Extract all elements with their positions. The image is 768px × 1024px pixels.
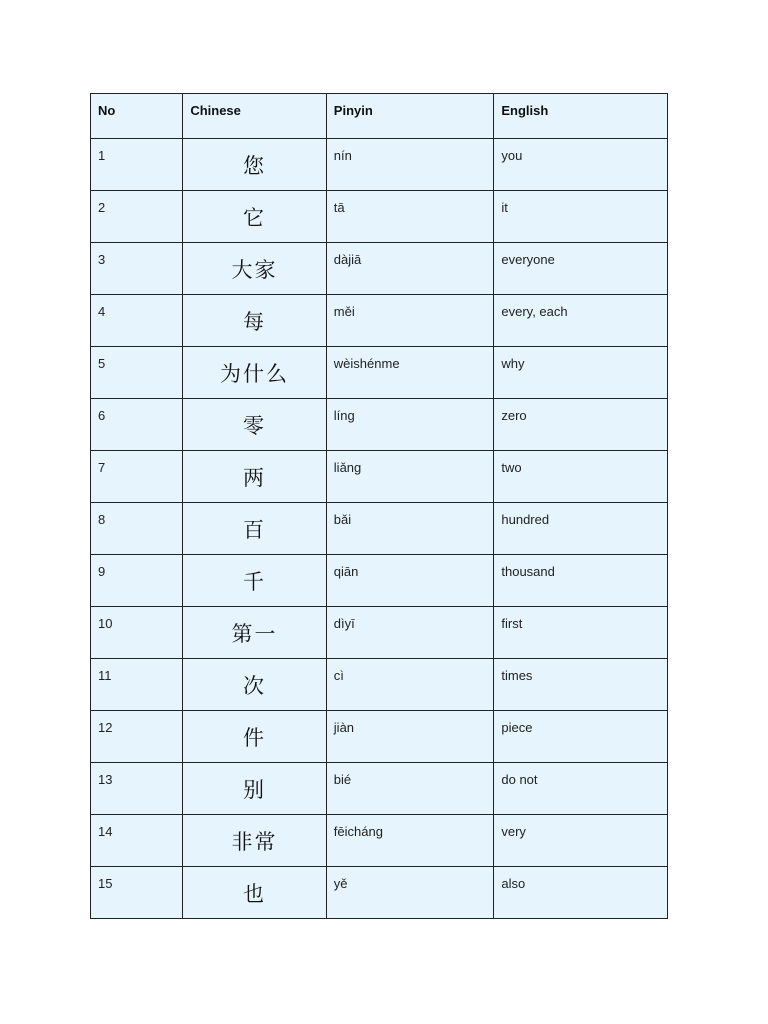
table-row (91, 555, 668, 607)
cell-no-text: 14 (98, 824, 113, 839)
cell-english-text: piece (501, 720, 533, 735)
cell-english (494, 399, 668, 451)
cell-chinese: 第一 (183, 607, 326, 659)
cell-no (91, 399, 183, 451)
cell-chinese: 百 (183, 503, 326, 555)
cell-chinese: 非常 (183, 815, 326, 867)
table-row (91, 295, 668, 347)
cell-no-text: 11 (98, 668, 112, 683)
table-header (91, 94, 668, 139)
cell-english (494, 243, 668, 295)
cell-chinese: 千 (183, 555, 326, 607)
cell-no (91, 867, 183, 919)
table-row (91, 139, 668, 191)
cell-no-text: 8 (98, 512, 106, 527)
header-chinese: Chinese (183, 94, 326, 139)
cell-no (91, 763, 183, 815)
header-pinyin: Pinyin (326, 94, 494, 139)
cell-pinyin-text: fēicháng (333, 824, 383, 839)
cell-english (494, 867, 668, 919)
cell-no-text: 5 (98, 356, 106, 371)
cell-no-text: 13 (98, 772, 113, 787)
cell-english (494, 139, 668, 191)
cell-pinyin-text: qiān (333, 564, 359, 579)
table-row (91, 711, 668, 763)
cell-no (91, 347, 183, 399)
cell-pinyin (326, 295, 494, 347)
cell-no (91, 659, 183, 711)
table-row (91, 607, 668, 659)
cell-english-text: also (501, 876, 526, 891)
cell-pinyin (326, 451, 494, 503)
cell-pinyin (326, 243, 494, 295)
cell-no (91, 139, 183, 191)
cell-no (91, 451, 183, 503)
cell-english-text: do not (501, 772, 538, 787)
cell-pinyin-text: dàjiā (333, 252, 362, 267)
cell-no-text: 9 (98, 564, 106, 579)
table-row (91, 659, 668, 711)
cell-english-text: every, each (501, 304, 568, 319)
cell-english (494, 607, 668, 659)
cell-chinese: 件 (183, 711, 326, 763)
cell-chinese: 两 (183, 451, 326, 503)
cell-no (91, 503, 183, 555)
header-no: No (91, 94, 183, 139)
cell-english (494, 815, 668, 867)
cell-pinyin (326, 399, 494, 451)
cell-chinese: 它 (183, 191, 326, 243)
cell-chinese: 也 (183, 867, 326, 919)
cell-no (91, 607, 183, 659)
cell-no-text: 15 (98, 876, 113, 891)
cell-english-text: first (501, 616, 523, 631)
table-row (91, 763, 668, 815)
cell-pinyin-text: liǎng (333, 460, 362, 475)
cell-chinese: 大家 (183, 243, 326, 295)
cell-no-text: 6 (98, 408, 106, 423)
cell-pinyin (326, 139, 494, 191)
cell-no-text: 4 (98, 304, 106, 319)
cell-english-text: thousand (501, 564, 555, 579)
cell-pinyin-text: jiàn (333, 720, 355, 735)
cell-no-text: 10 (98, 616, 113, 631)
cell-chinese: 每 (183, 295, 326, 347)
cell-english (494, 503, 668, 555)
table-row (91, 191, 668, 243)
cell-pinyin-text: nín (333, 148, 352, 163)
header-english: English (494, 94, 668, 139)
cell-no (91, 815, 183, 867)
cell-english-text: why (501, 356, 525, 371)
cell-english (494, 659, 668, 711)
cell-pinyin-text: měi (333, 304, 355, 319)
cell-english (494, 451, 668, 503)
cell-english-text: hundred (501, 512, 550, 527)
table-row (91, 503, 668, 555)
cell-pinyin (326, 607, 494, 659)
cell-pinyin-text: bǎi (333, 512, 352, 527)
table-row (91, 243, 668, 295)
vocabulary-table (90, 93, 668, 919)
cell-english-text: everyone (501, 252, 555, 267)
cell-pinyin (326, 659, 494, 711)
cell-english (494, 347, 668, 399)
cell-chinese: 零 (183, 399, 326, 451)
table-row (91, 399, 668, 451)
cell-pinyin (326, 347, 494, 399)
cell-english (494, 295, 668, 347)
cell-english (494, 555, 668, 607)
cell-english-text: you (501, 148, 523, 163)
cell-english-text: times (501, 668, 533, 683)
cell-english (494, 763, 668, 815)
cell-no-text: 3 (98, 252, 106, 267)
table-row (91, 815, 668, 867)
cell-no-text: 7 (98, 460, 106, 475)
cell-pinyin-text: dìyī (333, 616, 355, 631)
cell-no-text: 1 (98, 148, 106, 163)
table-row (91, 451, 668, 503)
cell-chinese: 为什么 (183, 347, 326, 399)
cell-pinyin (326, 503, 494, 555)
cell-english (494, 711, 668, 763)
cell-english-text: two (501, 460, 522, 475)
cell-pinyin (326, 191, 494, 243)
cell-no (91, 191, 183, 243)
cell-english-text: zero (501, 408, 527, 423)
cell-pinyin-text: tā (333, 200, 345, 215)
cell-pinyin-text: cì (333, 668, 344, 683)
cell-pinyin (326, 815, 494, 867)
cell-no (91, 711, 183, 763)
table-row (91, 347, 668, 399)
cell-chinese: 您 (183, 139, 326, 191)
cell-english-text: it (501, 200, 508, 215)
cell-english (494, 191, 668, 243)
header-row (91, 94, 668, 139)
cell-chinese: 次 (183, 659, 326, 711)
cell-pinyin (326, 555, 494, 607)
cell-pinyin-text: wèishénme (333, 356, 400, 371)
cell-pinyin (326, 711, 494, 763)
cell-no (91, 555, 183, 607)
cell-pinyin-text: bié (333, 772, 352, 787)
cell-no (91, 243, 183, 295)
cell-no-text: 12 (98, 720, 113, 735)
table-body (91, 139, 668, 919)
cell-pinyin-text: yě (333, 876, 348, 891)
cell-pinyin (326, 763, 494, 815)
cell-no-text: 2 (98, 200, 106, 215)
cell-english-text: very (501, 824, 526, 839)
cell-pinyin-text: líng (333, 408, 355, 423)
cell-chinese: 别 (183, 763, 326, 815)
table-row (91, 867, 668, 919)
cell-pinyin (326, 867, 494, 919)
cell-no (91, 295, 183, 347)
